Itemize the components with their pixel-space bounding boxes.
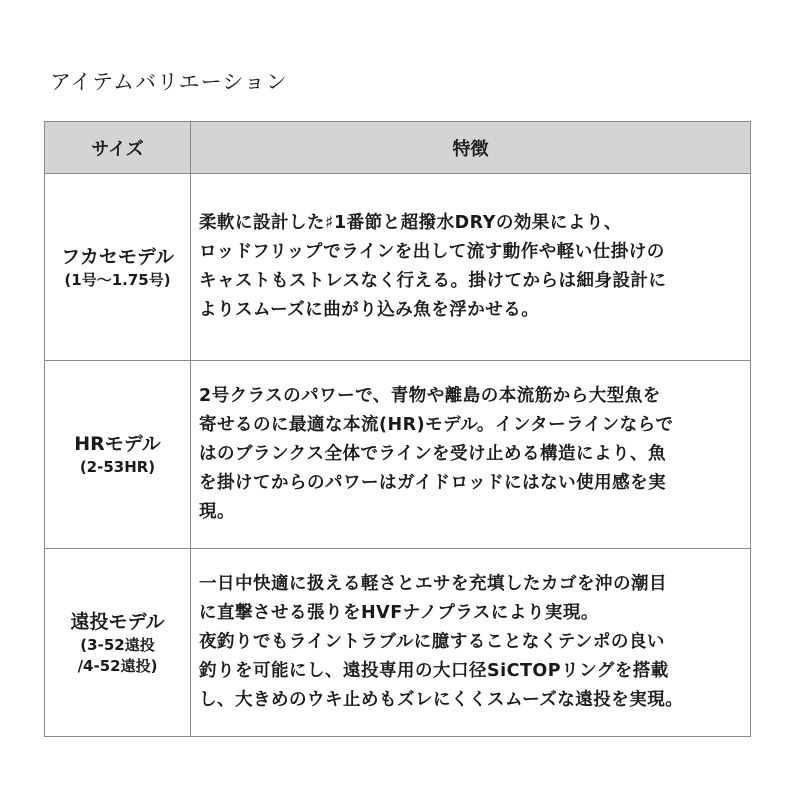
feature-text — [199, 570, 742, 715]
size-cell — [45, 174, 191, 361]
feature-line: 寄せるのに最適な本流(HR)モデル。インターラインならで — [199, 415, 674, 435]
feature-line: ロッドフリップでラインを出して流す動作や軽い仕掛けの — [199, 242, 665, 262]
feature-line: 2号クラスのパワーで、青物や離島の本流筋から大型魚を — [199, 386, 661, 406]
item-variation-table — [44, 121, 751, 737]
feature-line: 現。 — [199, 502, 235, 522]
table-header-row — [45, 122, 751, 174]
feature-line: 一日中快適に扱える軽さとエサを充填したカゴを沖の潮目 — [199, 574, 667, 594]
feature-line: に直撃させる張りをHVFナノプラスにより実現。 — [199, 603, 599, 623]
size-code: (2-53HR) — [79, 458, 156, 476]
feature-text — [199, 209, 742, 325]
size-name: 遠投モデル — [70, 610, 165, 633]
feature-line: を掛けてからのパワーはガイドロッドにはない使用感を実 — [199, 473, 667, 493]
feature-line: 夜釣りでもライントラブルに臆することなくテンポの良い — [199, 632, 665, 652]
feature-line: よりスムーズに曲がり込み魚を浮かせる。 — [199, 300, 540, 320]
size-code: (1号〜1.75号) — [64, 270, 171, 289]
feature-line: 柔軟に設計した♯1番節と超撥水DRYの効果により、 — [199, 213, 622, 233]
size-code: /4-52遠投) — [77, 656, 158, 675]
size-name: フカセモデル — [61, 245, 174, 268]
table-row — [45, 174, 751, 361]
table-row — [45, 549, 751, 737]
column-header-size: サイズ — [45, 122, 191, 174]
feature-line: し、大きめのウキ止めもズレにくくスムーズな遠投を実現。 — [199, 690, 684, 710]
feature-line: 釣りを可能にし、遠投専用の大口径SiCTOPリングを搭載 — [199, 661, 669, 681]
column-header-feature: 特徴 — [191, 122, 751, 174]
size-cell — [45, 361, 191, 549]
size-code: (3-52遠投 — [80, 635, 155, 654]
feature-line: キャストもストレスなく行える。掛けてからは細身設計に — [199, 271, 667, 291]
size-cell — [45, 549, 191, 737]
feature-line: はのブランクス全体でラインを受け止める構造により、魚 — [199, 444, 666, 464]
feature-text — [199, 382, 742, 527]
size-name: HRモデル — [74, 433, 161, 455]
feature-cell — [191, 361, 751, 549]
feature-cell — [191, 174, 751, 361]
page-title: アイテムバリエーション — [50, 70, 288, 95]
table-row — [45, 361, 751, 549]
feature-cell — [191, 549, 751, 737]
